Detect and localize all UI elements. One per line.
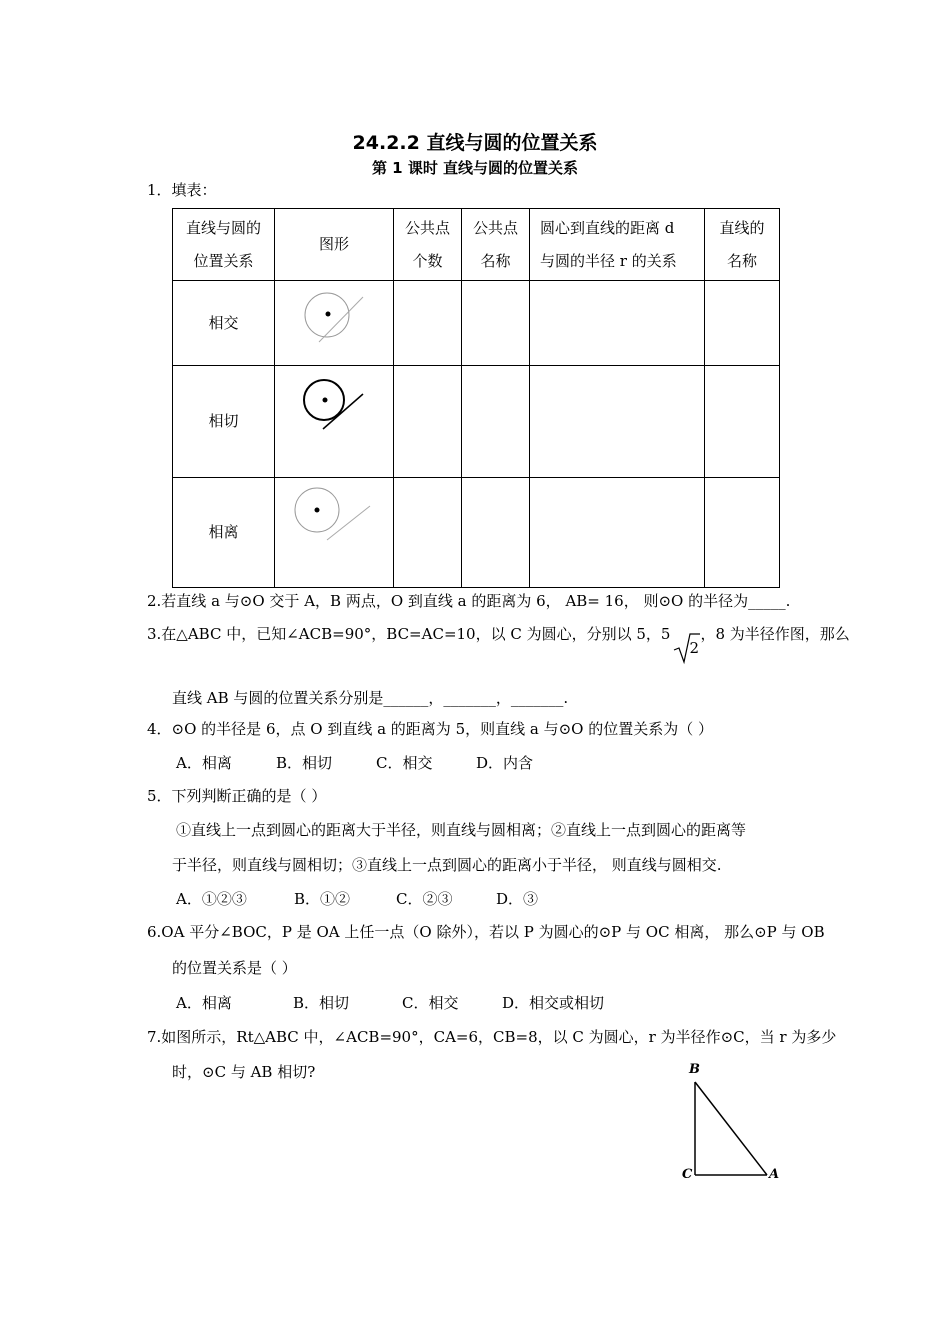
- fill-table: [172, 208, 780, 588]
- option-c[interactable]: C．相交: [376, 754, 433, 772]
- answer-cell[interactable]: [530, 281, 705, 366]
- answer-cell[interactable]: [530, 366, 705, 478]
- table-row: [173, 281, 780, 366]
- option-a[interactable]: A．①②③: [176, 890, 247, 908]
- row-label: 相交: [173, 281, 275, 366]
- question-6-line2: 的位置关系是（ ）: [172, 959, 297, 977]
- page-title: 24.2.2 直线与圆的位置关系: [352, 132, 598, 154]
- answer-cell[interactable]: [530, 478, 705, 588]
- question-4-stem: 4．⊙O 的半径是 6，点 O 到直线 a 的距离为 5，则直线 a 与⊙O 的位置关系为（ ）: [147, 720, 713, 738]
- vertex-b-label: B: [689, 1062, 700, 1077]
- question-3-line1: [147, 624, 850, 657]
- header-position-relation: 直线与圆的 位置关系: [173, 209, 275, 281]
- question-5-line1: ①直线上一点到圆心的距离大于半径，则直线与圆相离；②直线上一点到圆心的距离等: [176, 821, 747, 839]
- option-d[interactable]: D．相交或相切: [502, 994, 605, 1012]
- table-row: [173, 366, 780, 478]
- question-3-line2: 直线 AB 与圆的位置关系分别是______，_______，_______.: [172, 689, 569, 707]
- option-d[interactable]: D．③: [496, 890, 539, 908]
- header-figure: 图形: [275, 209, 394, 281]
- answer-cell[interactable]: [394, 366, 462, 478]
- question-5-stem: 5．下列判断正确的是（ ）: [147, 787, 327, 805]
- answer-cell[interactable]: [462, 281, 530, 366]
- answer-cell[interactable]: [705, 281, 780, 366]
- question-5-line2: 于半径，则直线与圆相切；③直线上一点到圆心的距离小于半径， 则直线与圆相交.: [172, 856, 722, 874]
- question-4-options: [176, 753, 533, 773]
- header-common-point-count: 公共点 个数: [394, 209, 462, 281]
- question-3-text-a: 3.在△ABC 中，已知∠ACB=90°，BC=AC=10，以 C 为圆心，分别以 5，5: [147, 625, 671, 643]
- answer-cell[interactable]: [705, 366, 780, 478]
- page-subtitle: 第 1 课时 直线与圆的位置关系: [371, 159, 579, 177]
- question-3-text-b: ，8 为半径作图，那么: [700, 625, 850, 643]
- header-line-name: 直线的 名称: [705, 209, 780, 281]
- row-label: 相离: [173, 478, 275, 588]
- vertex-a-label: A: [769, 1167, 780, 1182]
- q1-label: 1．填表：: [147, 181, 217, 199]
- table-row: [173, 478, 780, 588]
- option-a[interactable]: A．相离: [176, 994, 232, 1012]
- answer-cell[interactable]: [462, 366, 530, 478]
- option-b[interactable]: B．①②: [294, 890, 351, 908]
- question-6-line1: 6.OA 平分∠BOC，P 是 OA 上任一点（O 除外），若以 P 为圆心的⊙P 与 OC 相离， 那么⊙P 与 OB: [147, 923, 825, 941]
- answer-cell[interactable]: [394, 281, 462, 366]
- header-common-point-name: 公共点 名称: [462, 209, 530, 281]
- question-2: 2.若直线 a 与⊙O 交于 A，B 两点，O 到直线 a 的距离为 6， AB= 16， 则⊙O 的半径为_____.: [147, 592, 791, 610]
- vertex-c-label: C: [682, 1167, 693, 1182]
- option-b[interactable]: B．相切: [293, 994, 350, 1012]
- question-7-line2: 时，⊙C 与 AB 相切?: [172, 1063, 316, 1081]
- sqrt-expression: [670, 624, 700, 657]
- answer-cell[interactable]: [394, 478, 462, 588]
- triangle-figure: [680, 1062, 790, 1187]
- option-b[interactable]: B．相切: [276, 754, 333, 772]
- question-6-options: [176, 993, 604, 1013]
- option-c[interactable]: C．②③: [396, 890, 453, 908]
- row-label: 相切: [173, 366, 275, 478]
- sqrt-value: 2: [689, 639, 700, 657]
- answer-cell[interactable]: [462, 478, 530, 588]
- answer-cell[interactable]: [705, 478, 780, 588]
- table-header-row: [173, 209, 780, 281]
- header-distance-relation: 圆心到直线的距离 d 与圆的半径 r 的关系: [530, 209, 705, 281]
- option-d[interactable]: D．内含: [476, 754, 534, 772]
- option-c[interactable]: C．相交: [402, 994, 459, 1012]
- intersect-figure: [275, 281, 394, 366]
- question-5-options: [176, 889, 538, 909]
- question-7-line1: 7.如图所示，Rt△ABC 中，∠ACB=90°，CA=6，CB=8，以 C 为圆心，r 为半径作⊙C，当 r 为多少: [147, 1028, 837, 1046]
- separate-figure: [275, 478, 394, 588]
- option-a[interactable]: A．相离: [176, 754, 232, 772]
- tangent-figure: [275, 366, 394, 478]
